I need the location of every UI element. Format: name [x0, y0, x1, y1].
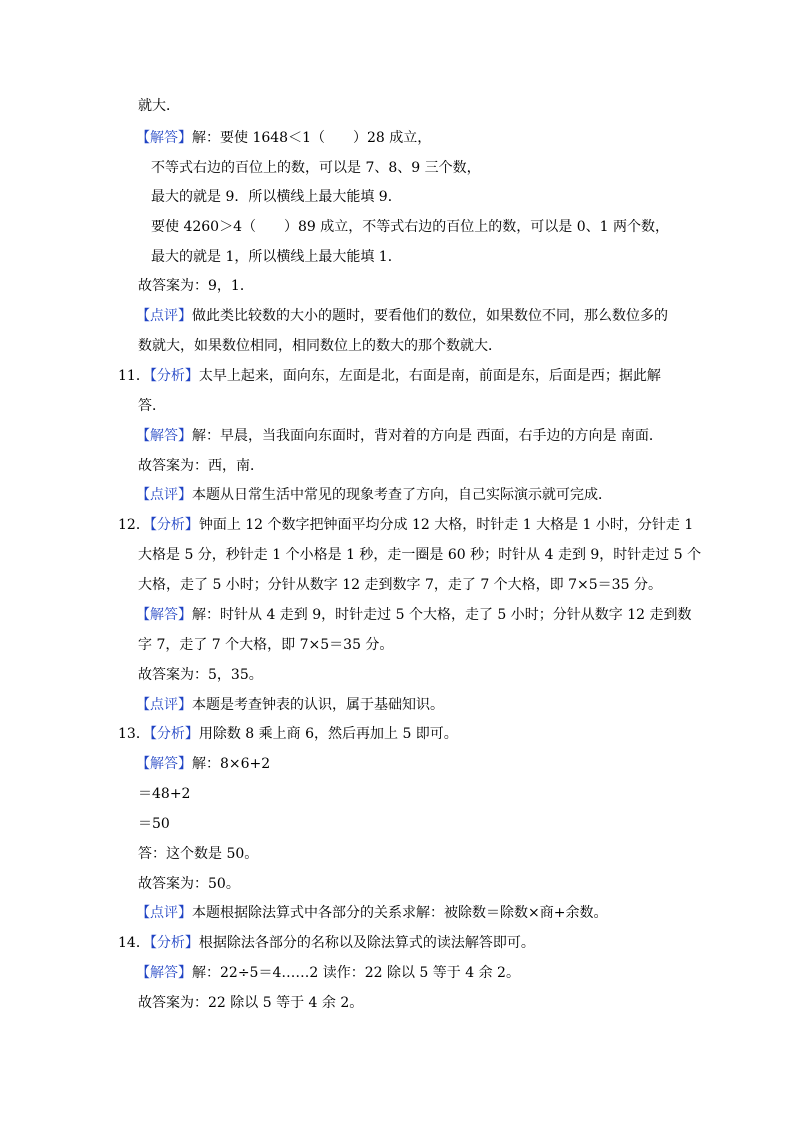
text-line: 就大． — [138, 98, 180, 114]
text-line: 故答案为：50。 — [138, 876, 240, 892]
answer-line: 【解答】解：8×6+2 — [136, 756, 271, 772]
text-line: 故答案为：西，南． — [138, 458, 264, 474]
question-11-analysis: 11．【分析】太早上起来，面向东，左面是北，右面是南，前面是东，后面是西；据此解 — [118, 368, 661, 384]
question-12-analysis: 12．【分析】钟面上 12 个数字把钟面平均分成 12 大格，时针走 1 大格是 1 小时，分针走 1 — [118, 517, 694, 533]
question-13-analysis: 13．【分析】用除数 8 乘上商 6，然后再加上 5 即可。 — [118, 726, 458, 742]
comment-line: 【点评】本题从日常生活中常见的现象考查了方向，自己实际演示就可完成． — [136, 487, 612, 503]
question-number: 13． — [118, 726, 150, 742]
question-14-analysis: 14．【分析】根据除法各部分的名称以及除法算式的读法解答即可。 — [118, 935, 535, 951]
text-line: 不等式右边的百位上的数，可以是 7、8、9 三个数， — [151, 160, 481, 176]
comment-tag: 【点评】 — [136, 905, 192, 921]
comment-line: 【点评】本题根据除法算式中各部分的关系求解：被除数＝除数×商+余数。 — [136, 905, 608, 921]
comment-line: 【点评】做此类比较数的大小的题时，要看他们的数位，如果数位不同，那么数位多的 — [136, 308, 668, 324]
answer-tag: 【解答】 — [136, 965, 192, 981]
answer-tag: 【解答】 — [136, 607, 192, 623]
analysis-tag: 【分析】 — [149, 517, 199, 533]
answer-tag: 【解答】 — [136, 130, 192, 146]
answer-line: 【解答】解：22÷5＝4……2 读作：22 除以 5 等于 4 余 2。 — [136, 965, 520, 981]
question-number: 14． — [118, 935, 150, 951]
answer-tag: 【解答】 — [136, 756, 192, 772]
text-line: 字 7，走了 7 个大格，即 7×5＝35 分。 — [138, 637, 394, 653]
answer-line: 【解答】解：早晨，当我面向东面时，背对着的方向是 西面，右手边的方向是 南面． — [136, 428, 663, 444]
text-line: 故答案为：9，1． — [138, 278, 254, 294]
text-line: 故答案为：22 除以 5 等于 4 余 2。 — [138, 995, 364, 1011]
text-line: ＝50 — [138, 816, 170, 832]
analysis-tag: 【分析】 — [149, 935, 199, 951]
text-line: 答． — [138, 398, 166, 414]
answer-line: 【解答】解：时针从 4 走到 9，时针走过 5 个大格，走了 5 小时；分针从数字 12 走到数 — [136, 607, 692, 623]
comment-tag: 【点评】 — [136, 697, 192, 713]
answer-line: 【解答】解：要使 1648＜1（ ）28 成立， — [136, 130, 432, 146]
text-line: 数就大，如果数位相同，相同数位上的数大的那个数就大． — [138, 338, 502, 354]
text-line: 最大的就是 9．所以横线上最大能填 9． — [151, 189, 402, 205]
analysis-tag: 【分析】 — [149, 368, 199, 384]
question-number: 12． — [118, 517, 150, 533]
question-number: 11． — [118, 368, 150, 384]
analysis-tag: 【分析】 — [149, 726, 199, 742]
text-line: ＝48+2 — [138, 786, 191, 802]
text-line: 要使 4260＞4（ ）89 成立，不等式右边的百位上的数，可以是 0、1 两个数， — [151, 219, 669, 235]
text-line: 最大的就是 1，所以横线上最大能填 1． — [151, 249, 402, 265]
text-line: 大格是 5 分，秒针走 1 个小格是 1 秒，走一圈是 60 秒；时针从 4 走到 9，时针走过 5 个 — [138, 547, 702, 563]
text-line: 故答案为：5，35。 — [138, 667, 263, 683]
text-line: 答：这个数是 50。 — [138, 846, 259, 862]
text-line: 大格，走了 5 小时；分针从数字 12 走到数字 7，走了 7 个大格，即 7×5＝35 分。 — [138, 577, 662, 593]
answer-tag: 【解答】 — [136, 428, 192, 444]
comment-line: 【点评】本题是考查钟表的认识，属于基础知识。 — [136, 697, 444, 713]
comment-tag: 【点评】 — [136, 308, 192, 324]
comment-tag: 【点评】 — [136, 487, 192, 503]
